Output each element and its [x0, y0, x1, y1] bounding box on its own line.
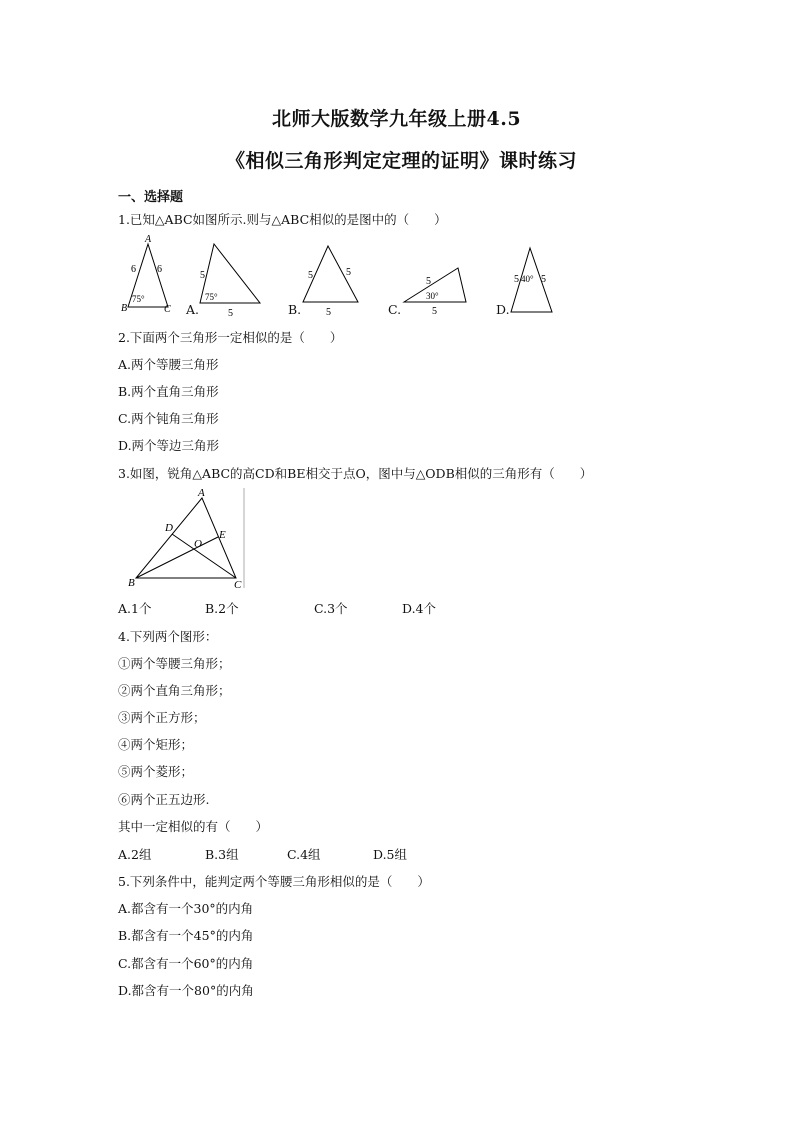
page-title: 北师大版数学九年级上册4.5 [272, 108, 522, 130]
angle-label: 75° [205, 292, 218, 302]
q4-item: ④两个矩形； [118, 737, 194, 752]
side-label-ac: 6 [157, 264, 162, 275]
point-label-o: O [194, 538, 202, 550]
q2-option-a: A.两个等腰三角形 [118, 357, 219, 372]
q4-option-c: C.4组 [287, 847, 321, 862]
q5-option-a: A.都含有一个30°的内角 [118, 901, 254, 916]
q4-option-d: D.5组 [373, 847, 408, 862]
point-label-d: D [165, 522, 173, 534]
side-label: 5 [228, 308, 233, 319]
q4-item: ①两个等腰三角形； [118, 656, 231, 671]
side-label: 5 [432, 306, 437, 317]
side-label: 5 [346, 267, 351, 278]
q1-option-a-label: A. [186, 302, 200, 317]
q3-option-b: B.2个 [205, 601, 239, 616]
q1-option-c-label: C. [388, 302, 402, 317]
q3-option-a: A.1个 [118, 601, 152, 616]
q2-option-c: C.两个钝角三角形 [118, 411, 219, 426]
q4-option-a: A.2组 [118, 847, 152, 862]
q5-option-d: D.都含有一个80°的内角 [118, 983, 254, 998]
q1-option-d-figure [506, 244, 556, 316]
section-heading: 一、选择题 [118, 190, 184, 205]
side-label: 5 [326, 307, 331, 318]
q4-question: 其中一定相似的有（ ） [118, 819, 269, 834]
vertex-label-b: B [121, 303, 128, 314]
q1-option-a-figure [196, 240, 266, 319]
q5-stem: 5.下列条件中，能判定两个等腰三角形相似的是（ ） [118, 874, 430, 889]
side-label: 5 [541, 274, 546, 285]
page-subtitle: 《相似三角形判定定理的证明》课时练习 [226, 150, 578, 172]
q2-option-d: D.两个等边三角形 [118, 438, 220, 453]
q5-option-c: C.都含有一个60°的内角 [118, 956, 254, 971]
q1-option-c-figure [400, 262, 470, 316]
vertex-label-c: C [164, 304, 171, 315]
q1-stem: 1.已知△ABC如图所示.则与△ABC相似的是图中的（ ） [118, 212, 447, 227]
q4-option-b: B.3组 [205, 847, 239, 862]
q1-option-d-label: D. [496, 302, 510, 317]
q4-item: ⑥两个正五边形. [118, 792, 210, 807]
angle-label: 40° [521, 274, 534, 284]
q3-stem: 3.如图，锐角△ABC的高CD和BE相交于点O，图中与△ODB相似的三角形有（ ） [118, 466, 593, 481]
q3-option-d: D.4个 [402, 601, 437, 616]
point-label-b: B [128, 577, 135, 589]
point-label-a: A [198, 487, 205, 499]
side-label: 5 [514, 274, 519, 285]
q3-option-c: C.3个 [314, 601, 348, 616]
angle-label: 75° [132, 294, 145, 304]
q4-item: ③两个正方形； [118, 710, 206, 725]
q5-option-b: B.都含有一个45°的内角 [118, 928, 254, 943]
q1-option-b-figure [298, 240, 364, 316]
side-label-ab: 6 [131, 264, 136, 275]
q2-stem: 2.下面两个三角形一定相似的是（ ） [118, 330, 343, 345]
q4-stem: 4.下列两个图形： [118, 629, 218, 644]
q4-item: ⑤两个菱形； [118, 764, 194, 779]
side-label: 5 [308, 270, 313, 281]
vertex-label-a: A [145, 234, 152, 245]
q1-option-b-label: B. [288, 302, 302, 317]
point-label-c: C [234, 579, 242, 591]
q1-figure-abc [118, 232, 180, 314]
q3-figure [120, 484, 250, 590]
side-label: 5 [426, 276, 431, 287]
q2-option-b: B.两个直角三角形 [118, 384, 219, 399]
side-label: 5 [200, 270, 205, 281]
q4-item: ②两个直角三角形； [118, 683, 231, 698]
angle-label: 30° [426, 291, 439, 301]
point-label-e: E [219, 529, 226, 541]
